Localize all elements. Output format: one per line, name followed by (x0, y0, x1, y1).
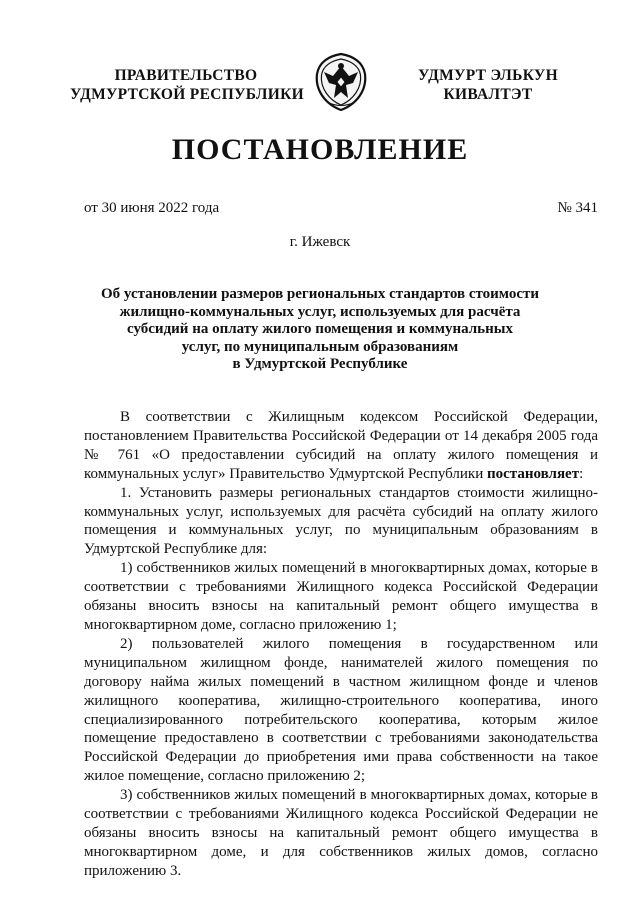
document-title: ПОСТАНОВЛЕНИЕ (171, 133, 469, 166)
subject-line: Об установлении размеров региональных стандартов стоимости (100, 286, 539, 302)
document-date: от 30 июня 2022 года (84, 200, 220, 216)
header-right-org-name (388, 66, 588, 104)
subitem-3-paragraph: 3) собственников жилых помещений в многоквартирных домах, которые в соответствии с требованиями Жилищного кодекса Российской Федерации не обязаны вносить взносы на капитальный ремонт общего имущества в многоквартирном доме, и для собственников жилых домов, согласно приложению 3. (84, 787, 598, 879)
item-1-paragraph: 1. Установить размеры региональных стандартов стоимости жилищно-коммунальных услуг, используемых для расчёта субсидий на оплату жилого помещения и коммунальных услуг, по муниципальным образованиям в Удмуртской Республике для: (84, 484, 598, 558)
coat-of-arms-emblem-icon (313, 52, 369, 112)
document-city: г. Ижевск (289, 234, 351, 250)
header-left-line-2: УДМУРТСКОЙ РЕСПУБЛИКИ (70, 86, 305, 103)
subject-line: субсидий на оплату жилого помещения и коммунальных (127, 321, 513, 337)
subject-line: жилищно-коммунальных услуг, используемых для расчёта (119, 303, 521, 320)
subject-line: в Удмуртской Республике (232, 356, 408, 372)
document-subject (80, 286, 560, 374)
resolves-keyword: постановляет (487, 465, 580, 482)
header-left-org-name (70, 66, 305, 104)
document-body (84, 408, 598, 881)
preamble-paragraph (84, 408, 598, 484)
header-right-line-2: КИВАЛТЭТ (443, 86, 533, 103)
preamble-text: В соответствии с Жилищным кодексом Российской Федерации, постановлением Правительства Российской Федерации от 14 декабря 2005 года № 761 «О предоставлении субсидий на оплату жилого помещения и коммунальных услуг» Правительство Удмуртской Республики (84, 409, 598, 482)
header-right-line-1: УДМУРТ ЭЛЬКУН (418, 67, 558, 84)
header-left-line-1: ПРАВИТЕЛЬСТВО (114, 67, 258, 84)
subitem-1-paragraph: 1) собственников жилых помещений в многоквартирных домах, которые в соответствии с требованиями Жилищного кодекса Российской Федерации обязаны вносить взносы на капитальный ремонт общего имущества в многоквартирном доме, согласно приложению 1; (84, 560, 598, 633)
preamble-colon: : (579, 465, 584, 482)
subject-line: услуг, по муниципальным образованиям (181, 338, 459, 355)
subitem-2-paragraph: 2) пользователей жилого помещения в государственном или муниципальном жилищном фонде, нанимателей жилого помещения по договору найма жилых помещений в частном жилищном фонде и членов жилищного кооператива, жилищно-строительного кооператива, иного специализированного потребительского кооператива, которым жилое помещение предоставлено в соответствии с требованиями законодательства Российской Федерации до приобретения ими права собственности на такое жилое помещение, согласно приложению 2; (84, 635, 598, 785)
document-number: № 341 (557, 200, 598, 216)
